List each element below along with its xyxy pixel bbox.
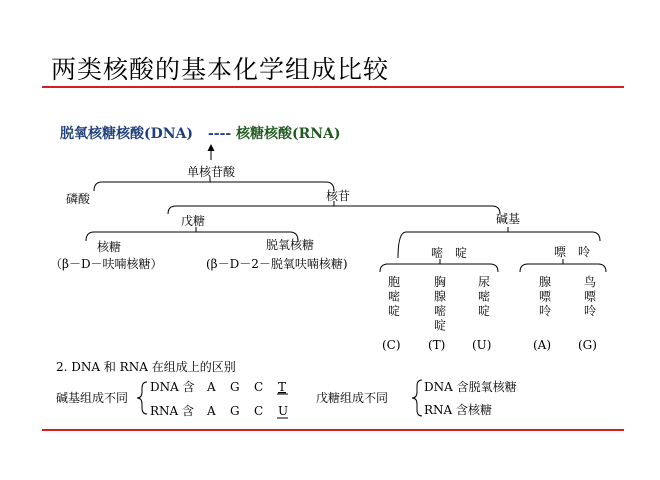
heading-dash: ---- xyxy=(208,126,232,142)
dna-base-1: A xyxy=(207,380,216,394)
base-name-char: 嘧 xyxy=(388,289,401,304)
dna-base-3: C xyxy=(254,380,264,394)
base-name-char: 嘧 xyxy=(434,304,447,318)
rna-base-prefix: RNA 含 xyxy=(150,404,195,418)
dna-sugar-text: DNA 含脱氧核糖 xyxy=(424,380,517,394)
dna-base-4: T xyxy=(278,380,287,394)
nucleotide-brace xyxy=(94,182,334,191)
dna-heading: 脱氧核糖核酸(DNA) xyxy=(60,126,194,142)
base-name-char: 呤 xyxy=(539,304,552,318)
base-diff-label: 碱基组成不同 xyxy=(56,391,129,405)
base-name-char: 嘧 xyxy=(478,289,491,304)
base-name-char: 啶 xyxy=(478,304,491,318)
pyrimidine-label: 嘧 啶 xyxy=(431,246,468,260)
bottom-divider xyxy=(42,429,624,431)
base-name-char: 啶 xyxy=(434,318,447,333)
sugar-diff-label: 戊糖组成不同 xyxy=(316,391,389,405)
phosphate-label: 磷酸 xyxy=(66,192,91,206)
dna-base-prefix: DNA 含 xyxy=(150,380,195,394)
rna-base-2: G xyxy=(230,404,240,418)
base-abbreviation: (G) xyxy=(578,338,597,352)
rna-base-1: A xyxy=(207,404,216,418)
rna-base-4: U xyxy=(278,404,289,418)
purine-label: 嘌 呤 xyxy=(554,245,591,259)
base-name-char: 腺 xyxy=(539,275,552,289)
ribose-label: 核糖 xyxy=(97,240,122,254)
pyrimidine-brace xyxy=(380,264,498,272)
base-abbreviation: (T) xyxy=(428,338,446,352)
base-label: 碱基 xyxy=(496,212,521,226)
nucleoside-label: 核苷 xyxy=(326,189,351,203)
base-name-char: 腺 xyxy=(434,289,447,304)
dna-base-2: G xyxy=(230,380,240,394)
base-diff-brace xyxy=(137,382,147,414)
rna-base-3: C xyxy=(254,404,264,418)
base-column xyxy=(472,275,491,352)
deoxyribose-full-label: (β－D－2－脱氧呋喃核糖) xyxy=(206,257,348,271)
base-name-char: 嘌 xyxy=(539,289,552,304)
base-name-char: 嘌 xyxy=(584,289,597,304)
base-name-char: 啶 xyxy=(388,304,401,318)
base-name-char: 胸 xyxy=(434,275,447,289)
nucleoside-brace xyxy=(168,206,500,214)
deoxyribose-label: 脱氧核糖 xyxy=(266,238,315,252)
rna-sugar-text: RNA 含核糖 xyxy=(424,403,493,417)
base-name-char: 尿 xyxy=(478,275,491,289)
base-column xyxy=(533,275,552,352)
base-name-char: 胞 xyxy=(388,275,401,289)
slide-title: 两类核酸的基本化学组成比较 xyxy=(51,55,390,84)
nucleotide-label: 单核苷酸 xyxy=(187,165,236,179)
base-name-char: 鸟 xyxy=(584,275,597,289)
base-abbreviation: (C) xyxy=(382,338,401,352)
base-abbreviation: (A) xyxy=(533,338,552,352)
base-column xyxy=(428,274,447,352)
base-column xyxy=(578,274,597,352)
sugar-diff-brace xyxy=(412,380,422,416)
pentose-label: 戊糖 xyxy=(181,214,206,228)
ribose-full-label: （β－D－呋喃核糖） xyxy=(50,257,163,271)
section2-title: 2. DNA 和 RNA 在组成上的区别 xyxy=(56,360,236,374)
purine-brace xyxy=(520,264,606,272)
base-name-char: 呤 xyxy=(584,304,597,318)
up-arrow-head xyxy=(208,144,215,151)
base-abbreviation: (U) xyxy=(472,338,492,352)
base-column xyxy=(382,275,401,352)
rna-heading: 核糖核酸(RNA) xyxy=(236,126,341,142)
